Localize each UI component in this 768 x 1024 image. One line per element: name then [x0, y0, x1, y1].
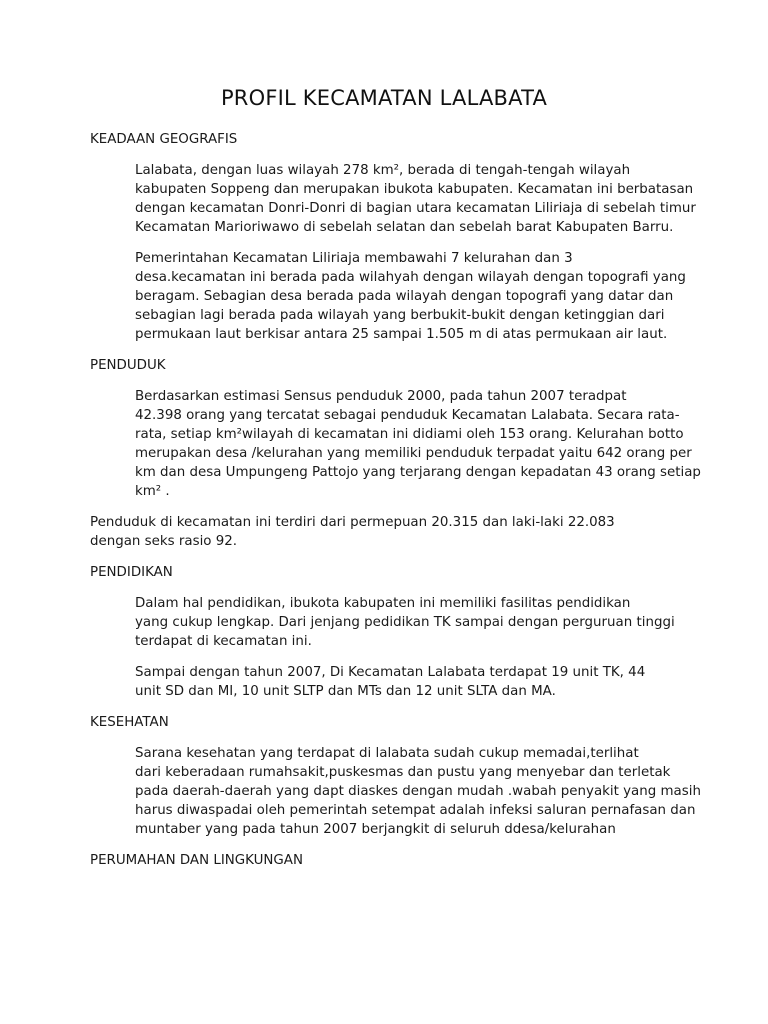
text-line: Lalabata, dengan luas wilayah 278 km², berada di tengah-tengah wilayah: [135, 163, 631, 178]
text-line: sebagian lagi berada pada wilayah yang berbukit-bukit dengan ketinggian dari: [135, 308, 665, 323]
text-line: beragam. Sebagian desa berada pada wilayah dengan topografi yang datar dan: [135, 289, 674, 304]
text-line: desa.kecamatan ini berada pada wilahyah dengan wilayah dengan topografi yang: [135, 270, 686, 285]
text-line: pada daerah-daerah yang dapt diaskes dengan mudah .wabah penyakit yang masih: [135, 784, 701, 799]
text-line: muntaber yang pada tahun 2007 berjangkit di seluruh ddesa/kelurahan: [135, 822, 616, 837]
text-line: terdapat di kecamatan ini.: [135, 634, 312, 649]
text-line: Berdasarkan estimasi Sensus penduduk 2000, pada tahun 2007 teradpat: [135, 389, 627, 404]
text-line: Pemerintahan Kecamatan Liliriaja membawahi 7 kelurahan dan 3: [135, 251, 573, 266]
text-line: merupakan desa /kelurahan yang memiliki penduduk terpadat yaitu 642 orang per: [135, 446, 692, 461]
text-line: yang cukup lengkap. Dari jenjang pedidikan TK sampai dengan perguruan tinggi: [135, 615, 675, 630]
text-line: kabupaten Soppeng dan merupakan ibukota kabupaten. Kecamatan ini berbatasan: [135, 182, 694, 197]
document-title: PROFIL KECAMATAN LALABATA: [220, 86, 548, 110]
text-line: km dan desa Umpungeng Pattojo yang terjarang dengan kepadatan 43 orang setiap: [135, 465, 701, 480]
paragraph: [90, 594, 678, 651]
paragraph: [90, 513, 678, 551]
paragraph: [90, 249, 686, 344]
section-heading: KEADAAN GEOGRAFIS: [90, 132, 238, 147]
paragraph: [90, 387, 701, 501]
section-heading: PENDIDIKAN: [90, 565, 173, 580]
document-body: [90, 130, 701, 870]
text-line: unit SD dan MI, 10 unit SLTP dan MTs dan 12 unit SLTA dan MA.: [135, 684, 556, 699]
text-line: km² .: [135, 484, 170, 499]
paragraph: [90, 663, 678, 701]
text-line: dengan kecamatan Donri-Donri di bagian utara kecamatan Liliriaja di sebelah timur: [135, 201, 696, 216]
text-line: Sarana kesehatan yang terdapat di lalabata sudah cukup memadai,terlihat: [135, 746, 639, 761]
text-line: dengan seks rasio 92.: [90, 534, 238, 549]
text-line: rata, setiap km²wilayah di kecamatan ini didiami oleh 153 orang. Kelurahan botto: [135, 427, 684, 442]
text-line: Sampai dengan tahun 2007, Di Kecamatan Lalabata terdapat 19 unit TK, 44: [135, 665, 646, 680]
text-line: permukaan laut berkisar antara 25 sampai 1.505 m di atas permukaan air laut.: [135, 327, 668, 342]
text-line: Kecamatan Marioriwawo di sebelah selatan dan sebelah barat Kabupaten Barru.: [135, 220, 674, 235]
section-heading: KESEHATAN: [90, 715, 169, 730]
text-line: dari keberadaan rumahsakit,puskesmas dan pustu yang menyebar dan terletak: [135, 765, 671, 780]
section-heading: PENDUDUK: [90, 358, 166, 373]
text-line: Dalam hal pendidikan, ibukota kabupaten ini memiliki fasilitas pendidikan: [135, 596, 631, 611]
text-line: harus diwaspadai oleh pemerintah setempat adalah infeksi saluran pernafasan dan: [135, 803, 696, 818]
text-line: Penduduk di kecamatan ini terdiri dari permepuan 20.315 dan laki-laki 22.083: [90, 515, 615, 530]
paragraph: [90, 744, 701, 839]
section-heading: PERUMAHAN DAN LINGKUNGAN: [90, 853, 303, 868]
paragraph: [90, 161, 696, 237]
text-line: 42.398 orang yang tercatat sebagai penduduk Kecamatan Lalabata. Secara rata-: [135, 408, 680, 423]
